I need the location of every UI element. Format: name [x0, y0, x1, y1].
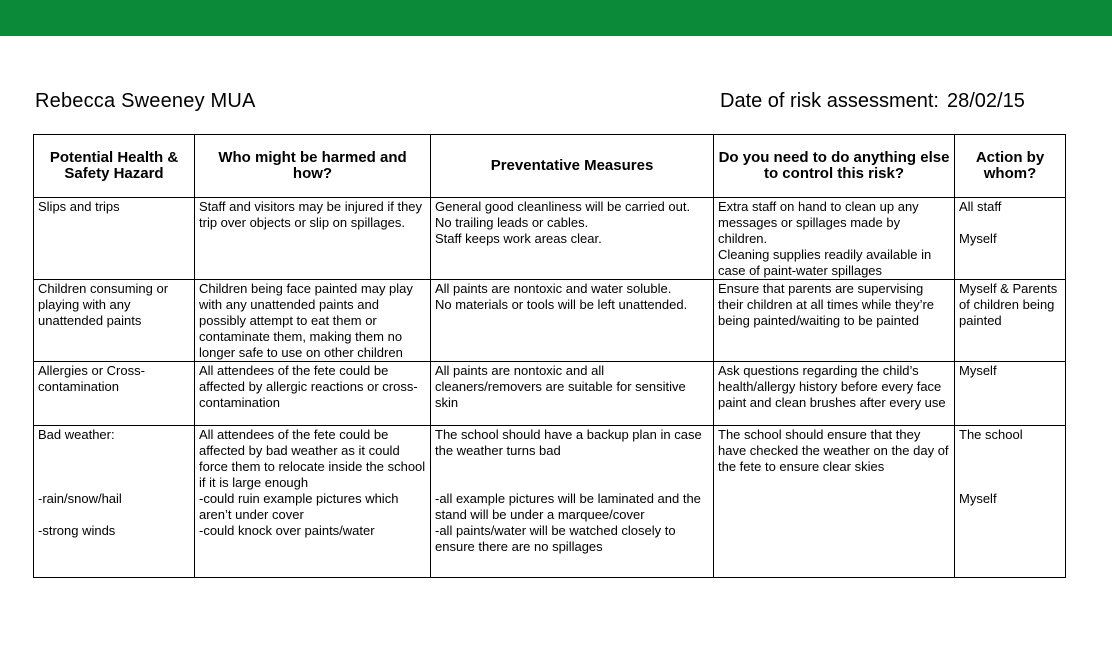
hazard-cell [34, 198, 195, 280]
measures-text: Staff keeps work areas clear. [435, 231, 602, 246]
spacer [38, 475, 190, 491]
column-header-hazard: Potential Health & Safety Hazard [34, 135, 195, 198]
action-cell [955, 362, 1066, 426]
spacer [38, 507, 190, 523]
spacer [959, 215, 1061, 231]
measures-text: General good cleanliness will be carried out. [435, 199, 691, 214]
harmed-text: All attendees of the fete could be affected by bad weather as it could force them to relocate inside the school if it is large enough [199, 427, 429, 490]
harmed-text: Children being face painted may play with any unattended paints and possibly attempt to eat them or contaminate them, making them no longer safe to use on other children [199, 281, 417, 360]
extra-control-text: Ask questions regarding the child’s health/allergy history before every face paint and clean brushes after every use [718, 363, 946, 410]
top-banner [0, 0, 1112, 36]
measures-text: The school should have a backup plan in case the weather turns bad [435, 427, 706, 458]
harmed-text: All attendees of the fete could be affected by allergic reactions or cross-contamination [199, 363, 418, 410]
measures-text: -all example pictures will be laminated and the stand will be under a marquee/cover [435, 491, 705, 522]
table-row [34, 280, 1066, 362]
hazard-cell [34, 280, 195, 362]
extra-control-text: Extra staff on hand to clean up any messages or spillages made by children. [718, 199, 923, 246]
extra-control-cell [714, 426, 955, 578]
date-label: Date of risk assessment: [720, 90, 939, 112]
action-text: The school [959, 427, 1023, 442]
measures-text: All paints are nontoxic and all cleaners/removers are suitable for sensitive skin [435, 363, 690, 410]
hazard-text: Bad weather: [38, 427, 115, 442]
action-cell [955, 426, 1066, 578]
measures-cell [431, 198, 714, 280]
extra-control-cell [714, 362, 955, 426]
spacer [959, 443, 1061, 459]
action-text: Myself [959, 491, 997, 506]
harmed-cell [195, 198, 431, 280]
extra-control-cell [714, 280, 955, 362]
column-header-harmed: Who might be harmed and how? [195, 135, 431, 198]
table-row [34, 426, 1066, 578]
extra-control-cell [714, 198, 955, 280]
measures-text: All paints are nontoxic and water soluble. [435, 281, 672, 296]
harmed-text: -could ruin example pictures which aren’t under cover [199, 491, 403, 522]
column-header-action-by: Action by whom? [955, 135, 1066, 198]
risk-assessment-table [33, 134, 1066, 578]
spacer [435, 475, 709, 491]
hazard-cell [34, 426, 195, 578]
column-header-extra-control: Do you need to do anything else to control this risk? [714, 135, 955, 198]
measures-text: -all paints/water will be watched closely to ensure there are no spillages [435, 523, 680, 554]
hazard-text: -rain/snow/hail [38, 491, 122, 506]
spacer [959, 459, 1061, 475]
spacer [435, 459, 709, 475]
assessment-date [720, 90, 1025, 113]
company-name: Rebecca Sweeney MUA [35, 90, 256, 112]
hazard-text: Allergies or Cross-contamination [38, 363, 145, 394]
table-header-row [34, 135, 1066, 198]
hazard-text: Children consuming or playing with any unattended paints [38, 281, 172, 328]
action-cell [955, 198, 1066, 280]
harmed-cell [195, 426, 431, 578]
spacer [959, 475, 1061, 491]
hazard-text: Slips and trips [38, 199, 120, 214]
date-value: 28/02/15 [946, 90, 1025, 112]
harmed-cell [195, 362, 431, 426]
harmed-text: -could knock over paints/water [199, 523, 375, 538]
hazard-text: -strong winds [38, 523, 116, 538]
table-row [34, 362, 1066, 426]
extra-control-text: The school should ensure that they have checked the weather on the day of the fete to ensure clear skies [718, 427, 953, 474]
extra-control-text: Ensure that parents are supervising their children at all times while they’re being painted/waiting to be painted [718, 281, 938, 328]
column-header-measures: Preventative Measures [431, 135, 714, 198]
action-text: All staff [959, 199, 1002, 214]
measures-cell [431, 280, 714, 362]
action-text: Myself & Parents of children being painted [959, 281, 1061, 328]
action-text: Myself [959, 363, 997, 378]
harmed-cell [195, 280, 431, 362]
measures-text: No materials or tools will be left unattended. [435, 297, 688, 312]
harmed-text: Staff and visitors may be injured if they trip over objects or slip on spillages. [199, 199, 426, 230]
measures-cell [431, 426, 714, 578]
action-cell [955, 280, 1066, 362]
spacer [38, 443, 190, 459]
spacer [38, 459, 190, 475]
table-row [34, 198, 1066, 280]
hazard-cell [34, 362, 195, 426]
measures-cell [431, 362, 714, 426]
action-text: Myself [959, 231, 997, 246]
extra-control-text: Cleaning supplies readily available in case of paint-water spillages [718, 247, 935, 278]
measures-text: No trailing leads or cables. [435, 215, 589, 230]
